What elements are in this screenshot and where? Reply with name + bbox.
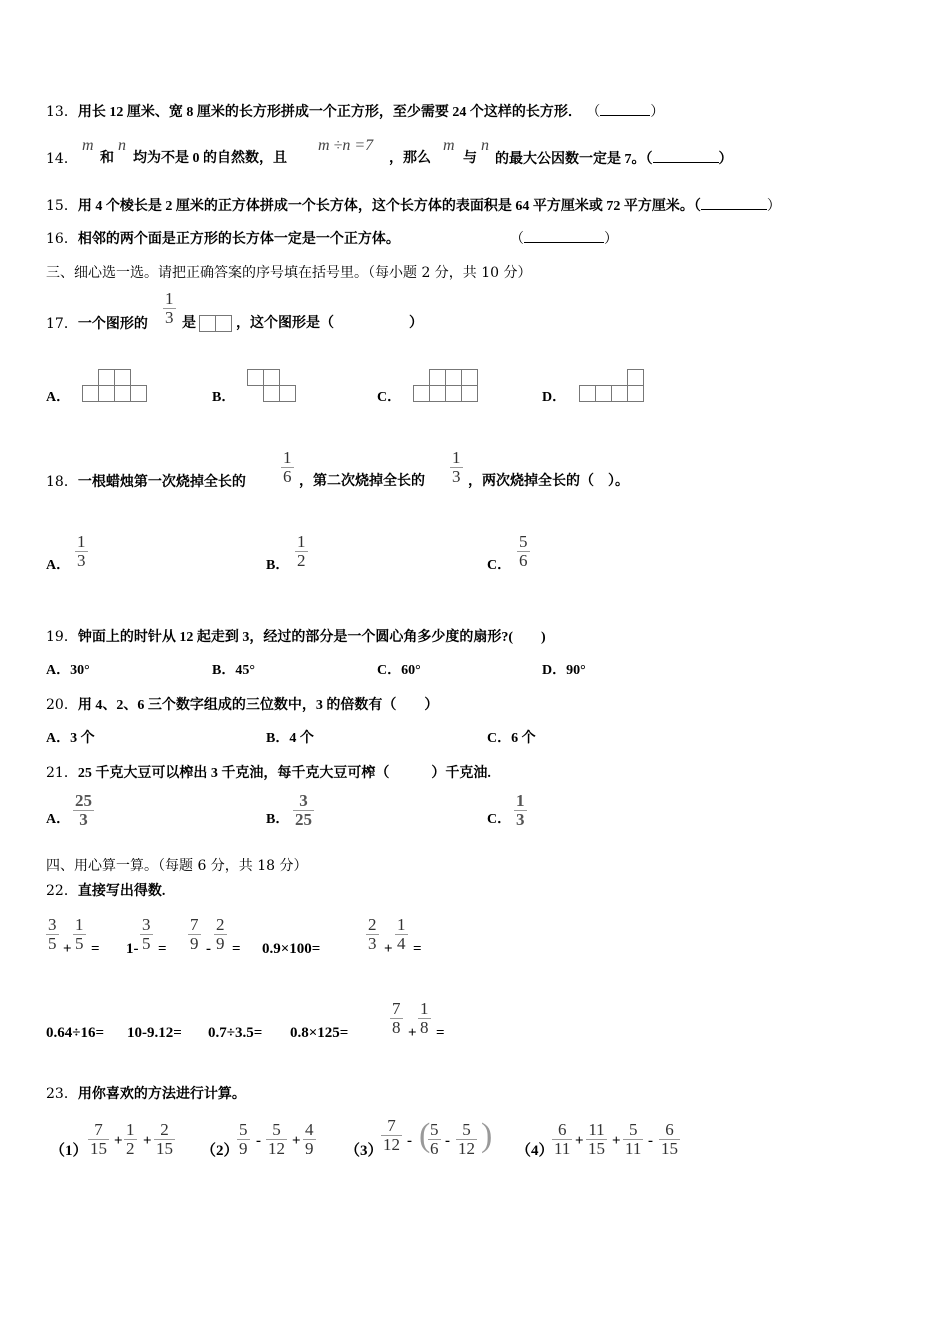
option-b[interactable]: B． [266, 558, 290, 573]
fraction: 5 11 [625, 1120, 642, 1158]
fraction: 7 15 [90, 1120, 107, 1158]
option-a-fraction: 25 3 [75, 791, 92, 829]
option-a-fraction: 1 3 [77, 532, 86, 570]
expression: 0.7÷3.5= [208, 1025, 263, 1041]
fraction: 1 8 [420, 999, 429, 1037]
fraction: 1 4 [397, 915, 406, 953]
question-15: 15．用 4 个棱长是 2 厘米的正方体拼成一个长方体，这个长方体的表面积是 64 平方厘米或 72 平方厘米。（ ） [46, 198, 781, 214]
option-c-fraction: 1 3 [516, 791, 525, 829]
option-b[interactable]: B． [212, 390, 236, 405]
fraction: 6 15 [661, 1120, 678, 1158]
problem-label: （1） [50, 1143, 88, 1159]
option-c-shape [413, 368, 481, 404]
problem-label: （2） [201, 1143, 239, 1159]
option-a[interactable]: A．30° [46, 663, 90, 678]
question-18: 18．一根蜡烛第一次烧掉全长的 [46, 474, 246, 490]
option-d[interactable]: D．90° [542, 663, 586, 678]
section-3-heading: 三、细心选一选。请把正确答案的序号填在括号里。（每小题 2 分，共 10 分） [46, 265, 532, 281]
fraction: 2 9 [216, 915, 225, 953]
option-a[interactable]: A．3 个 [46, 731, 95, 746]
option-c[interactable]: C． [487, 812, 512, 827]
option-c[interactable]: C． [487, 558, 512, 573]
left-paren: ( [419, 1117, 431, 1154]
fraction: 4 9 [305, 1120, 314, 1158]
fraction: 7 8 [392, 999, 401, 1037]
option-a[interactable]: A． [46, 390, 71, 405]
option-a[interactable]: A． [46, 558, 71, 573]
option-c-fraction: 5 6 [519, 532, 528, 570]
fraction: 2 15 [156, 1120, 173, 1158]
option-c[interactable]: C．6 个 [487, 731, 536, 746]
fraction: 3 5 [142, 915, 151, 953]
fraction-one-sixth: 1 6 [283, 448, 292, 486]
fraction-one-third: 1 3 [452, 448, 461, 486]
right-paren: ) [481, 1117, 493, 1154]
fraction: 5 12 [458, 1120, 475, 1158]
option-a[interactable]: A． [46, 812, 71, 827]
fraction: 7 9 [190, 915, 199, 953]
fraction: 1 5 [75, 915, 84, 953]
expression: 0.64÷16= [46, 1025, 105, 1041]
section-4-heading: 四、用心算一算。（每题 6 分，共 18 分） [46, 858, 308, 874]
question-17: 17．一个图形的 [46, 316, 148, 332]
question-13-text: 用长 12 厘米、宽 8 厘米的长方形拼成一个正方形，至少需要 24 个这样的长方形． [77, 105, 582, 120]
expression: 0.8×125= [290, 1025, 349, 1041]
answer-blank[interactable] [600, 103, 650, 116]
question-14-tail: 的最大公因数一定是 7。（ ） [495, 152, 733, 167]
option-d-shape [579, 368, 647, 404]
answer-blank[interactable] [653, 150, 719, 163]
answer-blank[interactable] [524, 230, 604, 243]
fraction: 6 11 [554, 1120, 571, 1158]
question-19: 19．钟面上的时针从 12 起走到 3，经过的部分是一个圆心角多少度的扇形?( ) [46, 629, 546, 645]
answer-blank[interactable] [701, 197, 767, 210]
var-n: n [118, 137, 126, 154]
expression: 10-9.12= [127, 1025, 182, 1041]
option-b[interactable]: B．45° [212, 663, 255, 678]
option-d[interactable]: D． [542, 390, 567, 405]
question-21: 21．25 千克大豆可以榨出 3 千克油，每千克大豆可榨（ ）千克油. [46, 765, 491, 781]
question-13: 13．用长 12 厘米、宽 8 厘米的长方形拼成一个正方形，至少需要 24 个这样的长方形． （ ） [46, 104, 665, 120]
problem-label: （4） [516, 1143, 554, 1159]
option-b[interactable]: B． [266, 812, 290, 827]
option-b-shape [247, 368, 299, 404]
option-b-fraction: 1 2 [297, 532, 306, 570]
fraction: 7 12 [383, 1116, 400, 1154]
fraction: 5 9 [239, 1120, 248, 1158]
question-23: 23．用你喜欢的方法进行计算。 [46, 1086, 246, 1102]
fraction: 11 15 [588, 1120, 605, 1158]
option-a-shape [82, 368, 150, 404]
fraction: 5 12 [268, 1120, 285, 1158]
question-22: 22．直接写出得数. [46, 883, 166, 899]
fraction: 1 2 [126, 1120, 135, 1158]
question-14: 14． [46, 151, 78, 167]
var-m: m [82, 137, 94, 154]
fraction: 2 3 [368, 915, 377, 953]
shape-two-squares [199, 315, 235, 333]
option-b[interactable]: B．4 个 [266, 731, 314, 746]
option-b-fraction: 3 25 [295, 791, 312, 829]
equation-m-div-n: m ÷n =7 [318, 137, 374, 154]
fraction: 5 6 [430, 1120, 439, 1158]
question-16: 16．相邻的两个面是正方形的长方体一定是一个正方体。 [46, 231, 400, 247]
fraction: 3 5 [48, 915, 57, 953]
option-c[interactable]: C．60° [377, 663, 421, 678]
fraction-one-third: 1 3 [165, 289, 174, 327]
question-20: 20．用 4、2、6 三个数字组成的三位数中，3 的倍数有（ ） [46, 697, 439, 713]
problem-label: （3） [345, 1143, 383, 1159]
expression: 0.9×100= [262, 941, 321, 957]
option-c[interactable]: C． [377, 390, 402, 405]
